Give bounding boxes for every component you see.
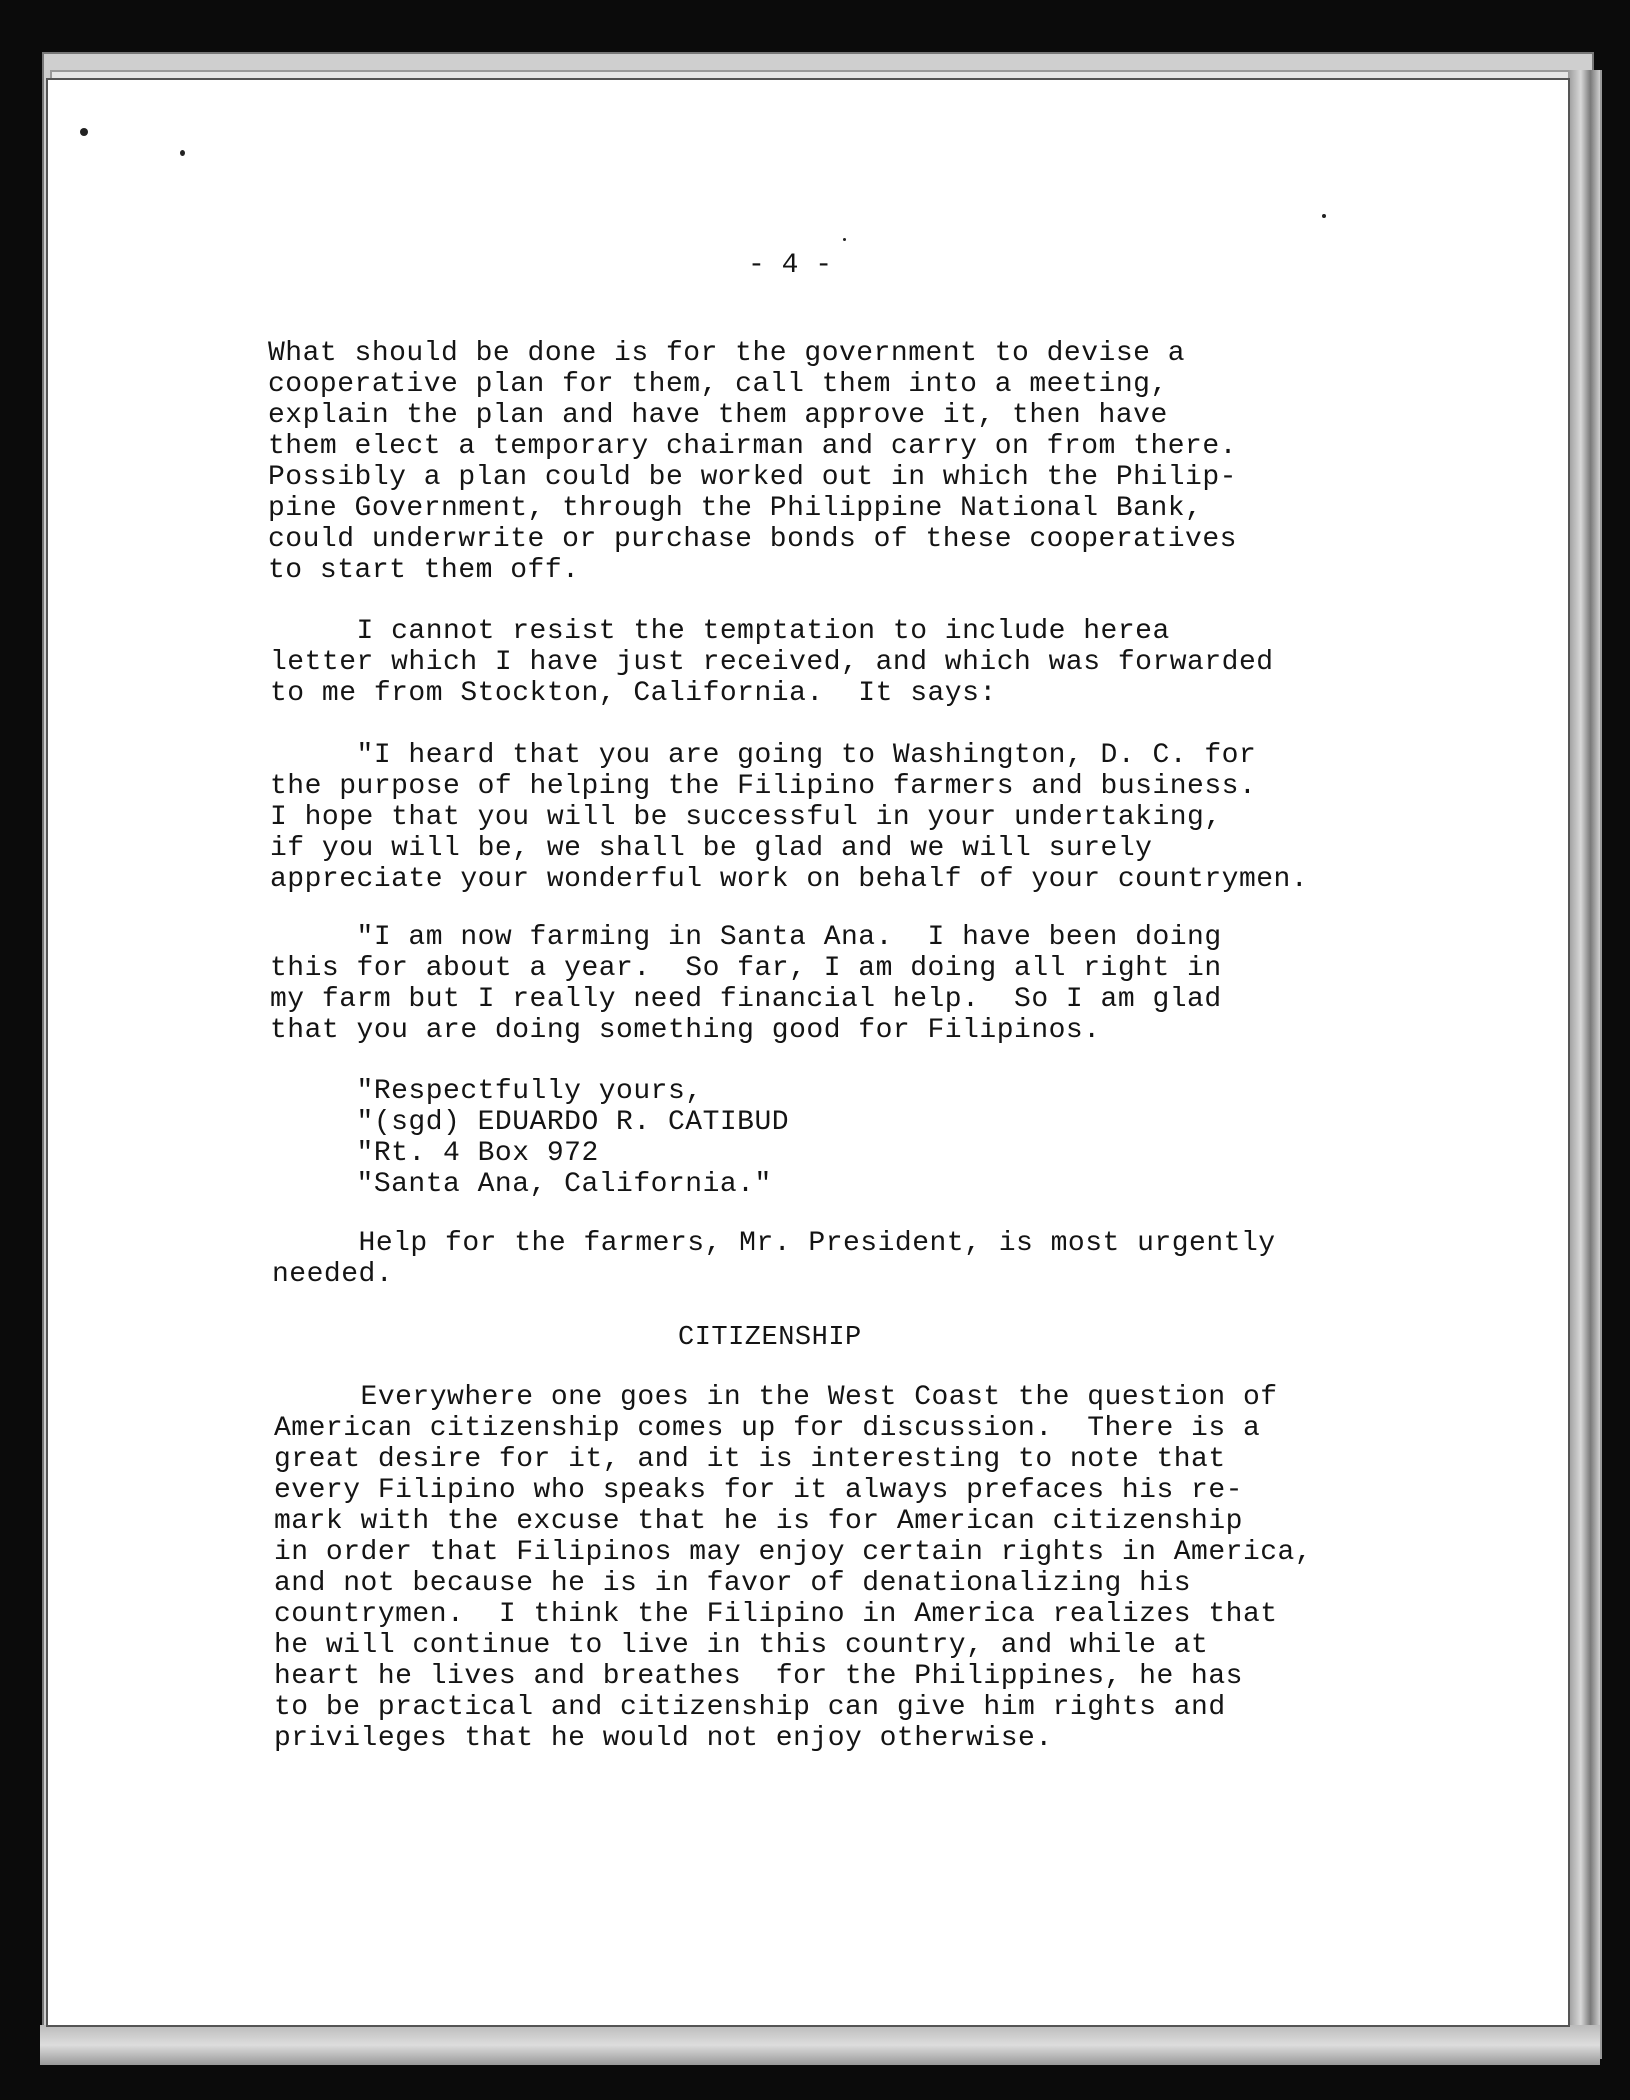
paragraph-letter-intro: I cannot resist the temptation to include herea letter which I have just received, and which was forwarded to me from Stockton, California. It says: xyxy=(270,616,1274,709)
paragraph-letter-quote-2: "I am now farming in Santa Ana. I have been doing this for about a year. So far, I am doing all right in my farm but I really need financial help. So I am glad that you are doing something good for Filipinos. xyxy=(270,922,1222,1046)
stacked-pages-bottom-edge xyxy=(40,2025,1600,2065)
ink-speck xyxy=(1322,214,1326,218)
paragraph-citizenship: Everywhere one goes in the West Coast the question of American citizenship comes up for discussion. There is a great desire for it, and it is interesting to note that every Filipino who speaks for it always prefaces his re- mark with the excuse that he is for American citizenship in order that Filipinos may enjoy certain rights in America, and not because he is in favor of denationalizing his countrymen. I think the Filipino in America realizes that he will continue to live in this country, and while at heart he lives and breathes for the Philippines, he has to be practical and citizenship can give him rights and privileges that he would not enjoy otherwise. xyxy=(274,1382,1313,1754)
paragraph-help-farmers: Help for the farmers, Mr. President, is most urgently needed. xyxy=(272,1228,1276,1290)
paragraph-letter-quote-1: "I heard that you are going to Washington, D. C. for the purpose of helping the Filipino farmers and business. I hope that you will be successful in your undertaking, if you will be, we shall be glad and we will surely appreciate your wonderful work on behalf of your countrymen. xyxy=(270,740,1309,895)
ink-speck xyxy=(80,128,88,136)
paragraph-cooperative-plan: What should be done is for the government to devise a cooperative plan for them, call them into a meeting, explain the plan and have them approve it, then have them elect a temporary chairman and carry on from there. Possibly a plan could be worked out in which the Philip- pine Government, through the Philippine National Bank, could underwrite or purchase bonds of these cooperatives to start them off. xyxy=(268,338,1237,586)
ink-speck xyxy=(180,150,185,156)
ink-speck xyxy=(843,238,846,241)
letter-signature-block: "Respectfully yours, "(sgd) EDUARDO R. CATIBUD "Rt. 4 Box 972 "Santa Ana, California." xyxy=(356,1076,790,1200)
page-number: - 4 - xyxy=(748,250,833,281)
section-heading-citizenship: CITIZENSHIP xyxy=(678,1323,862,1353)
stacked-pages-right-edge xyxy=(1568,70,1600,2060)
